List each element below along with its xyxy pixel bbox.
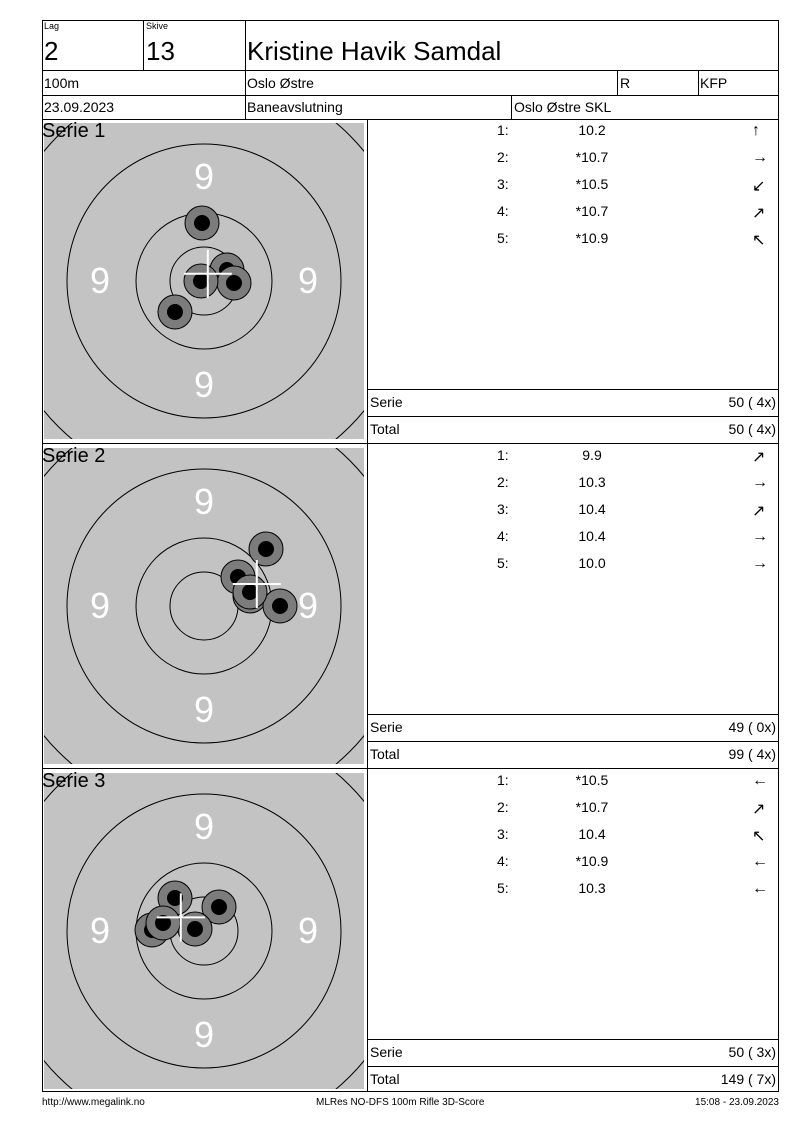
shot-center (272, 598, 288, 614)
club: Oslo Østre (247, 75, 314, 91)
class: R (620, 75, 631, 91)
shot-direction-icon: ↗ (752, 449, 766, 466)
shot-number: 3: (497, 176, 509, 192)
shot-number: 4: (497, 203, 509, 219)
ring-number: 9 (193, 689, 215, 730)
shot-center (194, 215, 210, 231)
footer-url: http://www.megalink.no (42, 1097, 145, 1108)
shot-score: *10.7 (575, 203, 609, 219)
shot-direction-icon: ↖ (752, 828, 766, 845)
total-score: 50 ( 4x) (728, 421, 776, 437)
serie-label: Serie (370, 719, 403, 735)
shot-score: *10.7 (575, 799, 609, 815)
shot-direction-icon: → (752, 149, 768, 166)
shot-center (226, 275, 242, 291)
shot-score: 10.4 (578, 501, 606, 517)
shot-number: 4: (497, 853, 509, 869)
ring-number: 9 (193, 806, 215, 847)
shot-center (187, 921, 203, 937)
summary-divider (367, 389, 779, 390)
shot-number: 2: (497, 149, 509, 165)
ring-number: 9 (89, 585, 111, 626)
shot-center (167, 304, 183, 320)
shot-score: *10.7 (575, 149, 609, 165)
serie-title: Serie 3 (42, 770, 106, 792)
serie-label: Serie (370, 394, 403, 410)
weapon: KFP (700, 75, 728, 91)
target-image (44, 771, 364, 1091)
organizer: Oslo Østre SKL (514, 99, 612, 115)
ring-number: 9 (297, 910, 319, 951)
shot-center (258, 541, 274, 557)
event-name: Baneavslutning (247, 99, 343, 115)
serie-title: Serie 2 (42, 445, 106, 467)
serie-score: 49 ( 0x) (728, 719, 776, 735)
lag-label: Lag (44, 21, 60, 31)
shot-number: 1: (497, 122, 509, 138)
shot-score: 10.4 (578, 826, 606, 842)
shot-direction-icon: → (752, 474, 768, 491)
shot-direction-icon: ↖ (752, 232, 766, 249)
serie-title: Serie 1 (42, 120, 106, 142)
summary-divider (367, 741, 779, 742)
shot-number: 3: (497, 826, 509, 842)
header-divider (42, 119, 779, 120)
shot-score: 10.4 (578, 528, 606, 544)
ring-number: 9 (193, 364, 215, 405)
shot-direction-icon: → (752, 528, 768, 545)
header-divider (143, 20, 144, 70)
shot-score: *10.5 (575, 772, 609, 788)
summary-divider (367, 714, 779, 715)
target-svg (44, 121, 364, 441)
total-label: Total (370, 746, 400, 762)
shot-number: 1: (497, 772, 509, 788)
shot-direction-icon: ← (752, 853, 768, 870)
skive-label: Skive (146, 21, 169, 31)
footer-timestamp: 15:08 - 23.09.2023 (695, 1097, 779, 1108)
total-score: 99 ( 4x) (728, 746, 776, 762)
shot-direction-icon: ↗ (752, 801, 766, 818)
shot-center (242, 584, 258, 600)
shot-score: 10.3 (578, 474, 606, 490)
ring-number: 9 (89, 260, 111, 301)
shot-score: 10.3 (578, 880, 606, 896)
target-column-divider (367, 119, 368, 1092)
lag-value: 2 (44, 36, 59, 66)
ring-number: 9 (89, 910, 111, 951)
ring-number: 9 (297, 585, 319, 626)
serie-score: 50 ( 3x) (728, 1044, 776, 1060)
shot-score: *10.5 (575, 176, 609, 192)
shot-direction-icon: ↑ (752, 122, 760, 139)
shot-number: 5: (497, 230, 509, 246)
series-divider (42, 443, 779, 444)
header-divider (698, 70, 699, 95)
shooter-name: Kristine Havik Samdal (247, 36, 502, 66)
shot-number: 1: (497, 447, 509, 463)
series-divider (42, 768, 779, 769)
shot-number: 4: (497, 528, 509, 544)
shot-direction-icon: ↗ (752, 503, 766, 520)
shot-direction-icon: ↙ (752, 178, 766, 195)
shot-score: 9.9 (582, 447, 602, 463)
target-svg (44, 446, 364, 766)
serie-score: 50 ( 4x) (728, 394, 776, 410)
shot-number: 2: (497, 474, 509, 490)
shot-direction-icon: ← (752, 880, 768, 897)
shot-number: 5: (497, 880, 509, 896)
shot-score: *10.9 (575, 230, 609, 246)
shot-number: 5: (497, 555, 509, 571)
total-label: Total (370, 1071, 400, 1087)
serie-label: Serie (370, 1044, 403, 1060)
shot-direction-icon: ↗ (752, 205, 766, 222)
shot-direction-icon: → (752, 555, 768, 572)
ring-number: 9 (193, 1014, 215, 1055)
summary-divider (367, 416, 779, 417)
footer-software: MLRes NO-DFS 100m Rifle 3D-Score (316, 1097, 485, 1108)
ring-number: 9 (193, 156, 215, 197)
target-image (44, 446, 364, 766)
skive-value: 13 (146, 36, 175, 66)
ring-number: 9 (193, 481, 215, 522)
distance: 100m (44, 75, 80, 91)
shot-direction-icon: ← (752, 772, 768, 789)
header-divider (42, 95, 779, 96)
header-divider (42, 70, 779, 71)
shot-number: 2: (497, 799, 509, 815)
shot-score: 10.0 (578, 555, 606, 571)
date: 23.09.2023 (44, 99, 115, 115)
shot-number: 3: (497, 501, 509, 517)
total-label: Total (370, 421, 400, 437)
total-score: 149 ( 7x) (720, 1071, 776, 1087)
target-image (44, 121, 364, 441)
summary-divider (367, 1066, 779, 1067)
shot-center (211, 899, 227, 915)
ring-number: 9 (297, 260, 319, 301)
summary-divider (367, 1039, 779, 1040)
header-divider (617, 70, 618, 95)
shot-score: *10.9 (575, 853, 609, 869)
shot-score: 10.2 (578, 122, 606, 138)
header-divider (511, 95, 512, 119)
shot-center (193, 273, 209, 289)
target-svg (44, 771, 364, 1091)
